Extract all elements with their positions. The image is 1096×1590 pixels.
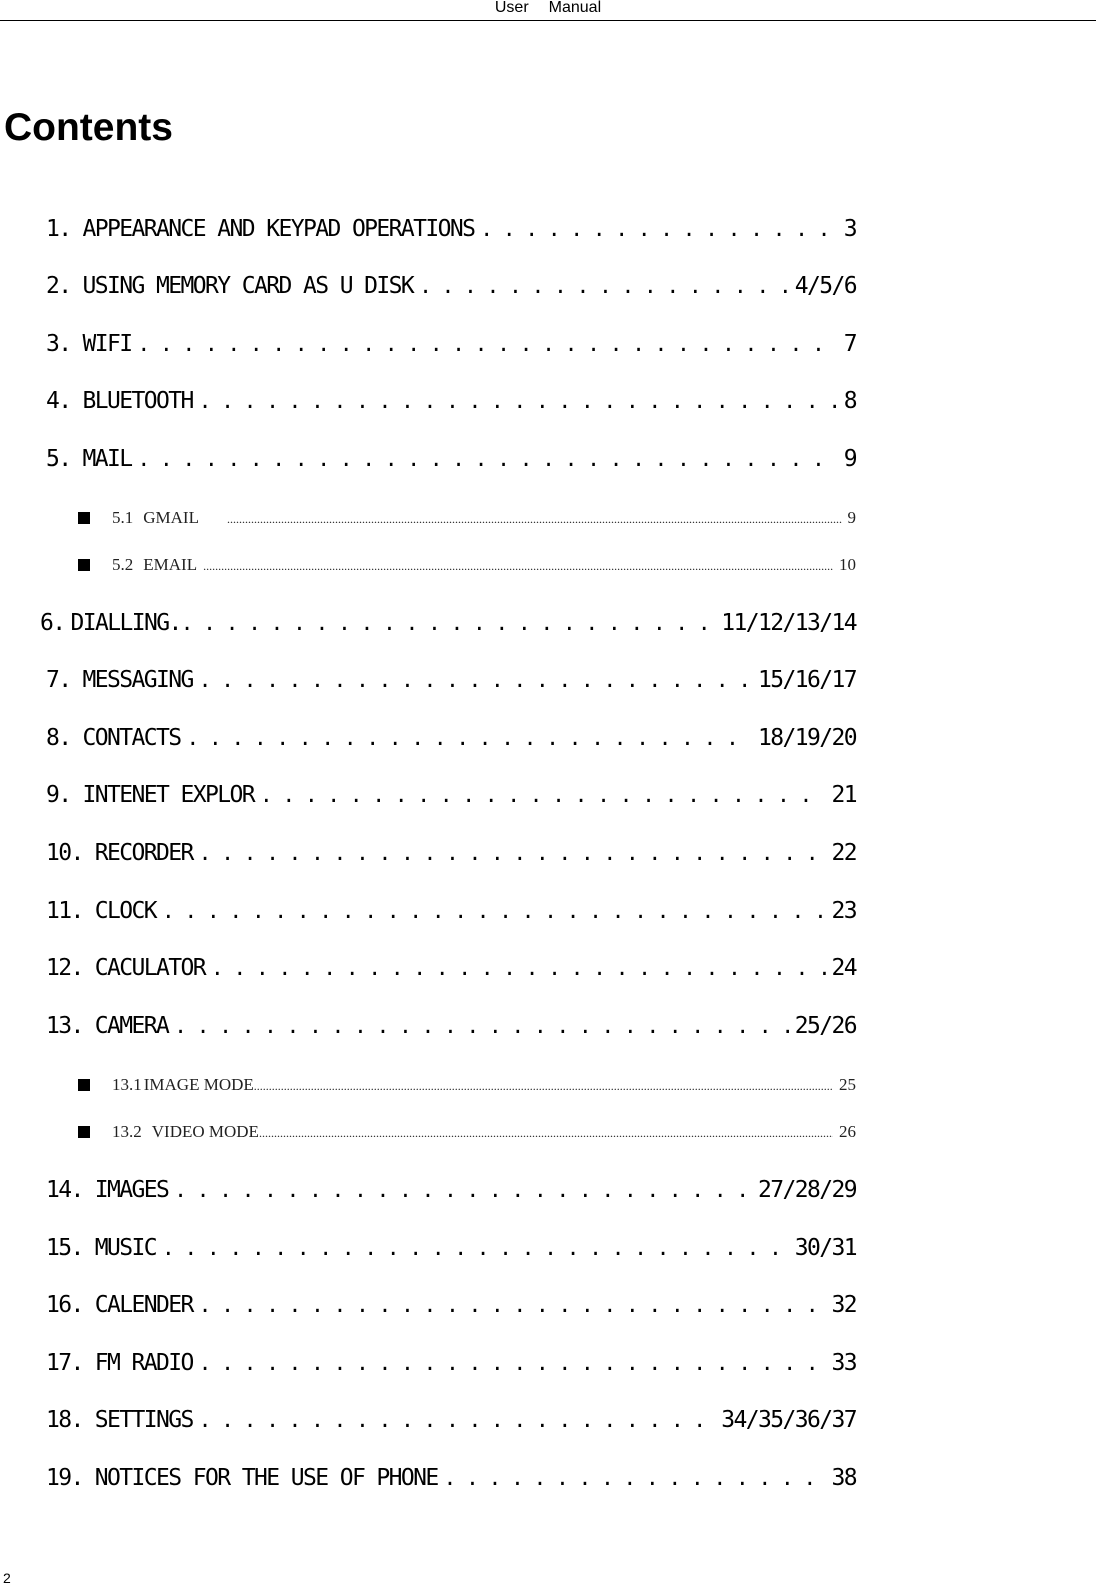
dot-leader: [174, 1011, 789, 1041]
toc-entry-number: 5.1: [112, 508, 134, 527]
toc-entry-number: 1.: [46, 216, 71, 242]
toc-entry-18[interactable]: [46, 1405, 856, 1435]
toc-entry-page: 8: [843, 388, 856, 414]
dot-leader: [199, 665, 752, 695]
dot-leader: [162, 896, 826, 926]
toc-entry-15[interactable]: [46, 1233, 856, 1263]
toc-entry-label: INTENET EXPLOR: [82, 782, 254, 808]
toc-entry-12[interactable]: [46, 953, 856, 983]
toc-entry-page: 9: [847, 508, 856, 527]
toc-entry-page: 25: [839, 1075, 856, 1094]
toc-entry-number: 9.: [46, 782, 71, 808]
toc-entry-label: EMAIL: [143, 555, 198, 574]
toc-entry-page: 18/19/20: [758, 725, 856, 751]
toc-entry-page: 15/16/17: [758, 667, 856, 693]
toc-entry-7[interactable]: [46, 665, 856, 695]
toc-entry-19[interactable]: [46, 1463, 856, 1493]
toc-entry-number: 5.2: [112, 555, 134, 574]
toc-subentry-5-1[interactable]: [78, 506, 856, 530]
toc-entry-page: 34/35/36/37: [721, 1407, 856, 1433]
toc-entry-label: GMAIL: [143, 508, 199, 527]
toc-entry-label: CACULATOR: [94, 955, 205, 981]
toc-entry-page: 25/26: [794, 1013, 856, 1039]
toc-entry-number: 12.: [46, 955, 83, 981]
dot-leader: [480, 214, 837, 244]
toc-entry-page: 4/5/6: [794, 273, 856, 299]
toc-entry-6[interactable]: [40, 608, 856, 638]
dot-leader: [199, 1348, 826, 1378]
toc-subentry-13-2[interactable]: [78, 1120, 856, 1144]
toc-entry-page: 11/12/13/14: [721, 610, 856, 636]
page-title: Contents: [4, 106, 173, 149]
toc-entry-1[interactable]: [46, 214, 856, 244]
dot-leader: [162, 1233, 789, 1263]
toc-entry-page: 21: [831, 782, 856, 808]
toc-entry-number: 7.: [46, 667, 71, 693]
toc-entry-page: 10: [839, 555, 856, 574]
square-bullet-icon: [78, 1079, 90, 1091]
toc-entry-10[interactable]: [46, 838, 856, 868]
toc-entry-page: 23: [831, 898, 856, 924]
dot-leader: [211, 953, 826, 983]
dot-leader: [444, 1463, 826, 1493]
toc-entry-number: 4.: [46, 388, 71, 414]
toc-entry-number: 5.: [46, 446, 71, 472]
toc-entry-page: 33: [831, 1350, 856, 1376]
toc-entry-label: WIFI: [82, 331, 132, 357]
toc-entry-label: MAIL: [82, 446, 132, 472]
toc-entry-number: 15.: [46, 1235, 83, 1261]
toc-entry-number: 13.2: [112, 1122, 142, 1141]
toc-entry-14[interactable]: [46, 1175, 856, 1205]
toc-entry-number: 17.: [46, 1350, 83, 1376]
square-bullet-icon: [78, 559, 90, 571]
toc-entry-page: 27/28/29: [758, 1177, 856, 1203]
toc-entry-page: 38: [831, 1465, 856, 1491]
header-word-manual: Manual: [548, 0, 602, 16]
dot-leader: [259, 1120, 833, 1145]
toc-entry-label: MESSAGING: [82, 667, 193, 693]
toc-entry-13[interactable]: [46, 1011, 856, 1041]
dot-leader: [227, 506, 842, 531]
toc-entry-label: RECORDER: [94, 840, 193, 866]
toc-entry-page: 9: [843, 446, 856, 472]
toc-entry-5[interactable]: [46, 444, 856, 474]
toc-entry-label: SETTINGS: [94, 1407, 193, 1433]
square-bullet-icon: [78, 1126, 90, 1138]
toc-entry-number: 3.: [46, 331, 71, 357]
toc-entry-11[interactable]: [46, 896, 856, 926]
dot-leader: [203, 553, 833, 578]
toc-entry-number: 2.: [46, 273, 71, 299]
toc-entry-page: 7: [843, 331, 856, 357]
toc-entry-number: 16.: [46, 1292, 83, 1318]
toc-entry-8[interactable]: [46, 723, 856, 753]
toc-entry-page: 24: [831, 955, 856, 981]
toc-entry-label: APPEARANCE AND KEYPAD OPERATIONS: [82, 216, 475, 242]
toc-entry-label: MUSIC: [94, 1235, 156, 1261]
toc-entry-label: CLOCK: [94, 898, 156, 924]
dot-leader: [260, 780, 826, 810]
toc-entry-label: VIDEO MODE: [151, 1122, 259, 1141]
toc-entry-3[interactable]: [46, 329, 856, 359]
toc-entry-number: 8.: [46, 725, 71, 751]
toc-entry-label: IMAGES: [94, 1177, 169, 1203]
dot-leader: [138, 329, 838, 359]
toc-entry-page: 30/31: [794, 1235, 856, 1261]
dot-leader: [174, 1175, 752, 1205]
toc-entry-page: 22: [831, 840, 856, 866]
toc-entry-number: 14.: [46, 1177, 83, 1203]
toc-entry-label: FM RADIO: [94, 1350, 193, 1376]
square-bullet-icon: [78, 512, 90, 524]
toc-entry-number: 11.: [46, 898, 83, 924]
toc-entry-number: 18.: [46, 1407, 83, 1433]
dot-leader: [419, 271, 789, 301]
page-number: 2: [3, 1570, 11, 1586]
toc-entry-page: 32: [831, 1292, 856, 1318]
toc-entry-number: 13.1: [112, 1075, 142, 1094]
toc-entry-16[interactable]: [46, 1290, 856, 1320]
toc-entry-2[interactable]: [46, 271, 856, 301]
dot-leader: [181, 608, 716, 638]
toc-entry-label: BLUETOOTH: [82, 388, 193, 414]
toc-entry-label: USING MEMORY CARD AS U DISK: [82, 273, 414, 299]
toc-entry-number: 19.: [46, 1465, 83, 1491]
toc-entry-number: 13.: [46, 1013, 83, 1039]
dot-leader: [199, 1405, 716, 1435]
header-word-user: User: [494, 0, 529, 16]
toc-entry-9[interactable]: [46, 780, 856, 810]
toc-entry-4[interactable]: [46, 386, 856, 416]
toc-entry-label: NOTICES FOR THE USE OF PHONE: [94, 1465, 438, 1491]
toc-entry-page: 3: [843, 216, 856, 242]
toc-entry-label: IMAGE MODE: [143, 1075, 254, 1094]
toc-entry-label: CONTACTS: [82, 725, 181, 751]
toc-entry-label: CALENDER: [94, 1292, 193, 1318]
toc-entry-page: 26: [839, 1122, 856, 1141]
dot-leader: [186, 723, 752, 753]
dot-leader: [254, 1073, 833, 1098]
toc-entry-number: 6.: [40, 610, 65, 636]
toc-entry-label: DIALLING.: [70, 610, 181, 636]
toc-entry-number: 10.: [46, 840, 83, 866]
toc-entry-label: CAMERA: [94, 1013, 169, 1039]
toc-subentry-13-1[interactable]: [78, 1073, 856, 1097]
toc-entry-17[interactable]: [46, 1348, 856, 1378]
dot-leader: [138, 444, 838, 474]
dot-leader: [199, 838, 826, 868]
dot-leader: [199, 1290, 826, 1320]
dot-leader: [199, 386, 838, 416]
toc-subentry-5-2[interactable]: [78, 553, 856, 577]
